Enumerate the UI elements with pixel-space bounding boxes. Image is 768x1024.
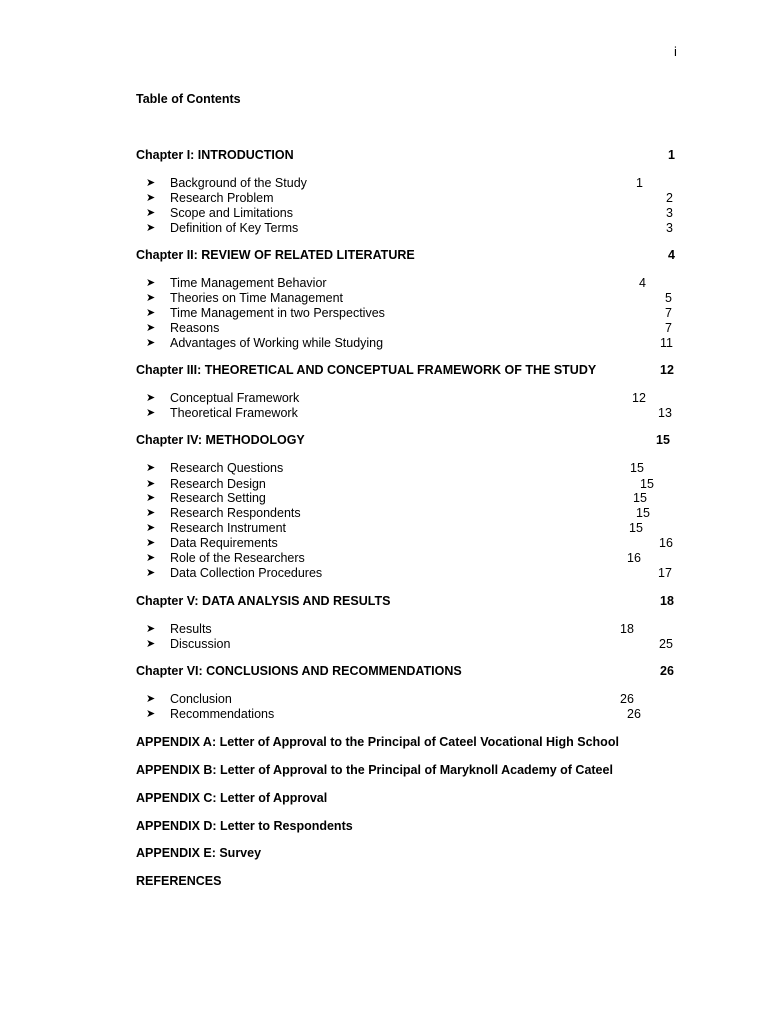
toc-entry-page-number: 15 [640, 477, 654, 491]
chapter-heading [136, 248, 676, 264]
toc-entry [146, 406, 686, 421]
toc-entry [146, 306, 686, 321]
toc-entry-page-number: 18 [620, 622, 634, 636]
toc-entry [146, 206, 686, 221]
toc-entry [146, 391, 686, 406]
toc-entry-page-number: 3 [666, 206, 673, 220]
toc-entry-label: Advantages of Working while Studying [170, 336, 384, 350]
chapter-heading [136, 148, 676, 164]
arrow-bullet-icon: ➤ [146, 708, 156, 720]
toc-entry-page-number: 26 [627, 707, 641, 721]
toc-entry-label: Time Management Behavior [170, 276, 327, 290]
arrow-bullet-icon: ➤ [146, 177, 156, 189]
arrow-bullet-icon: ➤ [146, 522, 156, 534]
toc-entry-label: Theoretical Framework [170, 406, 298, 420]
toc-entry [146, 506, 686, 521]
toc-entry [146, 491, 686, 506]
toc-entry [146, 536, 686, 551]
toc-entry-label: Recommendations [170, 707, 275, 721]
toc-entry-page-number: 15 [633, 491, 647, 505]
toc-entry-label: Conceptual Framework [170, 391, 300, 405]
arrow-bullet-icon: ➤ [146, 222, 156, 234]
toc-entry-label: Role of the Researchers [170, 551, 305, 565]
arrow-bullet-icon: ➤ [146, 192, 156, 204]
page-number: i [674, 44, 677, 59]
toc-entry [146, 321, 686, 336]
toc-entry [146, 221, 686, 236]
toc-entry [146, 637, 686, 652]
arrow-bullet-icon: ➤ [146, 207, 156, 219]
arrow-bullet-icon: ➤ [146, 392, 156, 404]
toc-entry-label: Reasons [170, 321, 220, 335]
toc-entry-label: Time Management in two Perspectives [170, 306, 385, 320]
toc-entry-page-number: 15 [630, 461, 644, 475]
toc-entry-page-number: 25 [659, 637, 673, 651]
toc-entry-page-number: 7 [665, 321, 672, 335]
chapter-heading [136, 594, 676, 610]
arrow-bullet-icon: ➤ [146, 623, 156, 635]
chapter-label: Chapter I: INTRODUCTION [136, 148, 294, 162]
toc-entry-label: Data Requirements [170, 536, 278, 550]
chapter-page-number: 18 [660, 594, 674, 608]
toc-entry-label: Research Setting [170, 491, 266, 505]
toc-entry-page-number: 5 [665, 291, 672, 305]
arrow-bullet-icon: ➤ [146, 322, 156, 334]
toc-entry-page-number: 26 [620, 692, 634, 706]
chapter-page-number: 12 [660, 363, 674, 377]
toc-entry [146, 566, 686, 581]
toc-entry-page-number: 11 [660, 336, 673, 350]
toc-entry-page-number: 13 [658, 406, 672, 420]
toc-entry [146, 191, 686, 206]
toc-entry-label: Conclusion [170, 692, 232, 706]
toc-entry-label: Research Design [170, 477, 266, 491]
toc-entry-label: Research Instrument [170, 521, 287, 535]
chapter-label: Chapter III: THEORETICAL AND CONCEPTUAL FRAMEWORK OF THE STUDY [136, 363, 597, 377]
toc-entry-label: Data Collection Procedures [170, 566, 323, 580]
toc-entry [146, 692, 686, 707]
toc-entry-page-number: 16 [627, 551, 641, 565]
toc-entry-page-number: 2 [666, 191, 673, 205]
toc-entry-label: Theories on Time Management [170, 291, 344, 305]
arrow-bullet-icon: ➤ [146, 567, 156, 579]
arrow-bullet-icon: ➤ [146, 638, 156, 650]
chapter-label: Chapter VI: CONCLUSIONS AND RECOMMENDATIONS [136, 664, 462, 678]
appendix-entry: APPENDIX B: Letter of Approval to the Principal of Maryknoll Academy of Cateel [136, 763, 613, 777]
appendix-entry: APPENDIX C: Letter of Approval [136, 791, 328, 805]
toc-entry-label: Background of the Study [170, 176, 307, 190]
toc-entry [146, 276, 686, 291]
toc-entry [146, 521, 686, 536]
arrow-bullet-icon: ➤ [146, 307, 156, 319]
toc-entry-label: Research Questions [170, 461, 284, 475]
arrow-bullet-icon: ➤ [146, 537, 156, 549]
toc-entry [146, 461, 686, 476]
toc-entry-page-number: 1 [636, 176, 643, 190]
chapter-page-number: 15 [656, 433, 670, 447]
toc-entry-page-number: 15 [636, 506, 650, 520]
toc-entry-label: Discussion [170, 637, 231, 651]
arrow-bullet-icon: ➤ [146, 292, 156, 304]
toc-entry-label: Results [170, 622, 212, 636]
toc-entry [146, 176, 686, 191]
chapter-label: Chapter IV: METHODOLOGY [136, 433, 305, 447]
appendix-entry: APPENDIX A: Letter of Approval to the Principal of Cateel Vocational High School [136, 735, 619, 749]
arrow-bullet-icon: ➤ [146, 693, 156, 705]
toc-entry [146, 707, 686, 722]
chapter-label: Chapter V: DATA ANALYSIS AND RESULTS [136, 594, 391, 608]
arrow-bullet-icon: ➤ [146, 507, 156, 519]
toc-entry-page-number: 7 [665, 306, 672, 320]
toc-entry-page-number: 15 [629, 521, 643, 535]
toc-entry-label: Scope and Limitations [170, 206, 293, 220]
chapter-page-number: 4 [668, 248, 675, 262]
toc-entry-page-number: 4 [639, 276, 646, 290]
appendix-entry: APPENDIX D: Letter to Respondents [136, 819, 353, 833]
appendix-entry: REFERENCES [136, 874, 222, 888]
toc-entry [146, 291, 686, 306]
chapter-page-number: 26 [660, 664, 674, 678]
arrow-bullet-icon: ➤ [146, 552, 156, 564]
toc-entry-page-number: 16 [659, 536, 673, 550]
arrow-bullet-icon: ➤ [146, 277, 156, 289]
toc-title: Table of Contents [136, 92, 241, 106]
appendix-entry: APPENDIX E: Survey [136, 846, 262, 860]
toc-entry [146, 477, 686, 492]
toc-entry-label: Research Problem [170, 191, 274, 205]
arrow-bullet-icon: ➤ [146, 407, 156, 419]
arrow-bullet-icon: ➤ [146, 337, 156, 349]
toc-entry-page-number: 3 [666, 221, 673, 235]
toc-entry [146, 622, 686, 637]
arrow-bullet-icon: ➤ [146, 492, 156, 504]
toc-entry [146, 336, 686, 351]
chapter-heading [136, 363, 676, 379]
chapter-page-number: 1 [668, 148, 675, 162]
chapter-heading [136, 433, 676, 449]
toc-entry-label: Definition of Key Terms [170, 221, 299, 235]
toc-entry [146, 551, 686, 566]
arrow-bullet-icon: ➤ [146, 462, 156, 474]
toc-entry-page-number: 17 [658, 566, 672, 580]
toc-entry-label: Research Respondents [170, 506, 301, 520]
toc-entry-page-number: 12 [632, 391, 646, 405]
arrow-bullet-icon: ➤ [146, 478, 156, 490]
chapter-label: Chapter II: REVIEW OF RELATED LITERATURE [136, 248, 415, 262]
chapter-heading [136, 664, 676, 680]
